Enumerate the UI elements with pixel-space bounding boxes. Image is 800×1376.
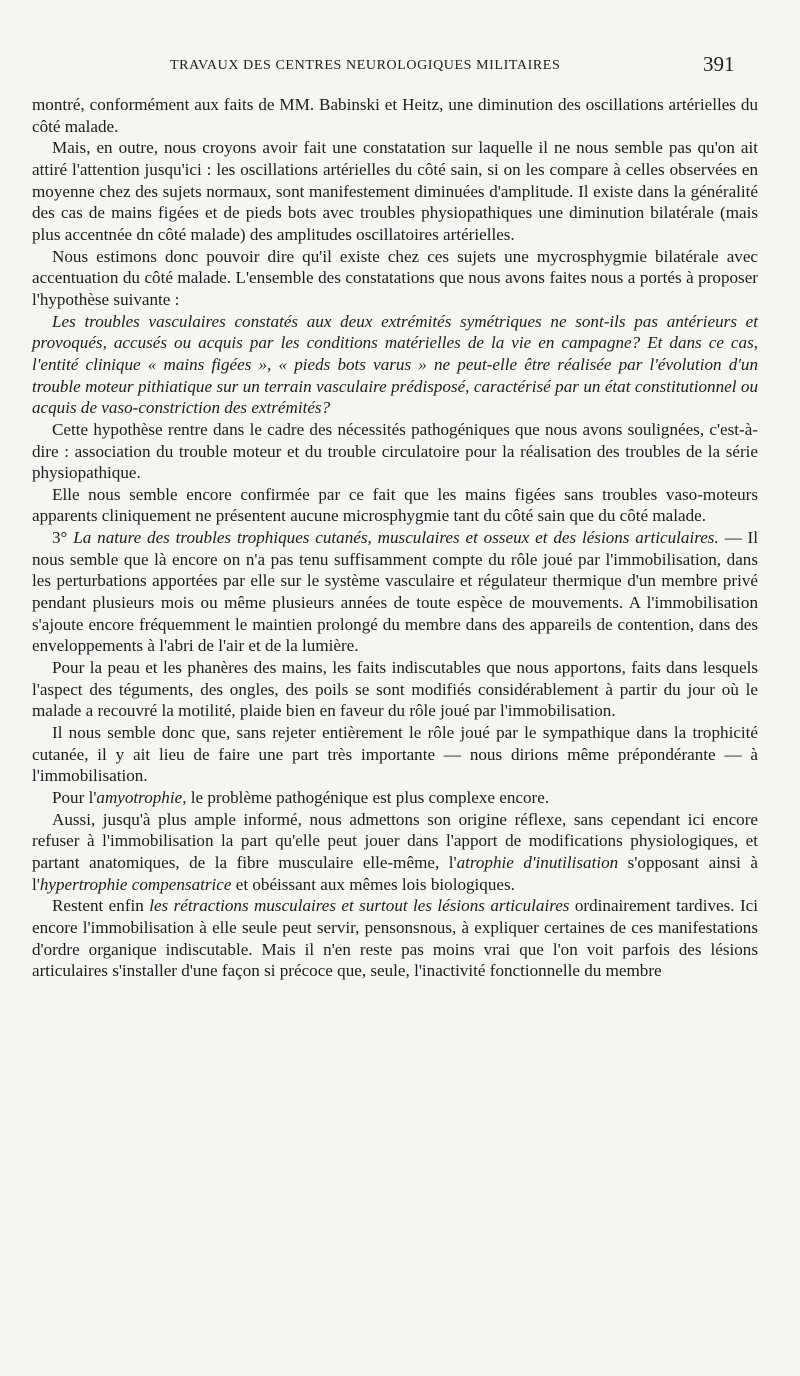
text-segment: et obéissant aux mêmes lois biologiques.	[231, 874, 515, 894]
text-segment: , le problème pathogénique est plus complexe encore.	[182, 788, 550, 807]
paragraph-6: Elle nous semble encore confirmée par ce fait que les mains figées sans troubles vaso-moteurs apparents cliniquement ne présentent aucune microsphygmie tant du côté sain que du côté malade.	[32, 484, 758, 526]
section-number: 3°	[52, 528, 68, 548]
running-head: TRAVAUX DES CENTRES NEUROLOGIQUES MILITAIRES	[170, 58, 561, 73]
text-segment: s'opposant ainsi à l'	[32, 852, 758, 894]
paragraph-8: Pour la peau et les phanères des mains, les faits indiscutables que nous apportons, faits dans lesquels l'aspect des téguments, des ongles, des poils se sont modifiés considérablement à partir du jour où le malade a recouvré la motilité, plaide bien en faveur du rôle joué par l'immobilisation.	[32, 658, 758, 721]
text-segment: Pour l'	[52, 788, 97, 807]
italic-term: atrophie d'inutilisation	[456, 852, 619, 872]
page-number: 391	[703, 52, 735, 76]
section-text: — Il nous semble que là encore on n'a pas tenu suffisamment compte du rôle joué par l'immobilisation, dans les perturbations apportées par elle sur le système vasculaire et régulateur thermique d'un membre privé pendant plusieurs mois ou même plusieurs années de toute espèce de mouvements. A l'immobilisation s'ajoute encore fréquemment le maintien prolongé du membre dans des appareils de contention, dans des enveloppements à l'abri de l'air et de la lumière.	[32, 528, 758, 656]
paragraph-10	[32, 787, 758, 809]
paragraph-3: Nous estimons donc pouvoir dire qu'il existe chez ces sujets une mycrosphygmie bilatérale avec accentuation du côté malade. L'ensemble des constatations que nous avons faites nous a portés à proposer l'hypothèse suivante :	[32, 246, 758, 309]
paragraph-4-hypothesis: Les troubles vasculaires constatés aux deux extrémités symétriques ne sont-ils pas antérieurs et provoqués, accusés ou acquis par les conditions matérielles de la vie en campagne? Et dans ce cas, l'entité clinique « mains figées », « pieds bots varus » ne peut-elle être réalisée par l'évolution d'un trouble moteur pithiatique sur un terrain vasculaire prédisposé, caractérisé par un état constitutionnel ou acquis de vaso-constriction des extrémités?	[32, 311, 758, 418]
paragraph-5: Cette hypothèse rentre dans le cadre des nécessités pathogéniques que nous avons soulignées, c'est-à-dire : association du trouble moteur et du trouble circulatoire pour la réalisation des troubles de la série physiopathique.	[32, 419, 758, 483]
paragraph-1: montré, conformément aux faits de MM. Babinski et Heitz, une diminution des oscillations artérielles du côté malade.	[32, 95, 758, 136]
paragraph-12	[32, 895, 758, 982]
italic-term: les rétractions musculaires et surtout les lésions articulaires	[149, 896, 570, 916]
text-segment: Restent enfin	[52, 896, 150, 916]
body-text	[32, 94, 758, 982]
paragraph-7-section-3	[32, 527, 758, 657]
text-segment: ordinairement tardives. Ici encore l'immobilisation à elle seule peut servir, pensonsnous, à expliquer certaines de ces manifestations d'ordre organique indiscutable. Mais il n'en reste pas moins vrai que l'on voit parfois des lésions articulaires s'installer d'une façon si précoce que, seule, l'inactivité fonctionnelle du membre	[32, 896, 758, 981]
paragraph-2: Mais, en outre, nous croyons avoir fait une constatation sur laquelle il ne nous semble pas qu'on ait attiré l'attention jusqu'ici : les oscillations artérielles du côté sain, si on les compare à celles observées en moyenne chez des sujets normaux, sont manifestement diminuées d'amplitude. Il existe dans la généralité des cas de mains figées et de pieds bots avec troubles physiopathiques une diminution bilatérale (mais plus accentnée dn côté malade) des amplitudes oscillatoires artérielles.	[32, 138, 758, 244]
paragraph-11	[32, 809, 758, 896]
text-segment: Aussi, jusqu'à plus ample informé, nous admettons son origine réflexe, sans cependant ici encore refuser à l'immobilisation la part qu'elle peut jouer dans l'apport de modifications physiologiques, et partant anatomiques, de la fibre musculaire elle-même, l'	[32, 809, 758, 872]
italic-term: hypertrophie compensatrice	[39, 874, 232, 894]
italic-term: amyotrophie	[96, 788, 183, 807]
paragraph-9: Il nous semble donc que, sans rejeter entièrement le rôle joué par le sympathique dans la trophicité cutanée, il y ait lieu de faire une part très importante — nous dirions même prépondérante — à l'immobilisation.	[32, 723, 758, 786]
section-heading: La nature des troubles trophiques cutanés, musculaires et osseux et des lésions articulaires.	[73, 528, 719, 548]
page-header	[0, 52, 800, 82]
